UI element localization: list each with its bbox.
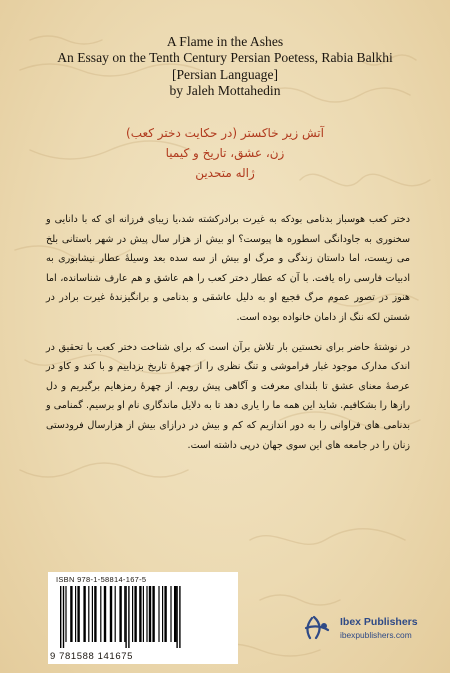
publisher-name: Ibex Publishers — [340, 616, 418, 628]
barcode-bars — [60, 586, 226, 648]
barcode-digits: 9 781588 141675 — [50, 651, 133, 662]
barcode-bar — [60, 586, 61, 648]
barcode-bar — [132, 586, 133, 642]
barcode-bar — [115, 586, 116, 642]
publisher-url: ibexpublishers.com — [340, 630, 412, 640]
barcode-bar — [83, 586, 85, 642]
persian-subtitle: زن، عشق، تاریخ و کیمیا — [165, 146, 285, 160]
barcode-bar — [94, 586, 96, 642]
english-title: A Flame in the Ashes — [166, 34, 284, 49]
barcode-bar — [92, 586, 93, 642]
barcode-bar — [139, 586, 141, 642]
persian-title-block — [30, 123, 420, 183]
blurb-paragraph-1: دختر کعب هوسباز بدنامی بودکه به غیرت برادرکشته شد،یا زیبای فرزانه ای که با دانایی و سخنوری به جاودانگی اسطوره ها پیوست؟ او بیش از هزار سال پیش در شهر باستانی بلخ می زیست، اما داستان زندگی و مرگ او بیش از سه سده بعد وسیلهٔ عطار نیشابوری به ادبیات فارسی راه یافت. با آن که عطار دختر کعب را هم عاشق و هم عارف شناسانده، اما هنوز در تصور عموم مرگ فجیع او به دلیل عاشقی و بدنامی و برانگیزندهٔ غیرت برادر در شستن لکه ننگ از دامان خانواده بوده است. — [46, 214, 410, 323]
barcode-bar — [179, 586, 180, 648]
barcode-bar — [170, 586, 171, 642]
persian-blurb — [46, 210, 410, 465]
ibex-icon — [300, 614, 336, 642]
barcode-bar — [162, 586, 163, 642]
persian-author: ژاله متحدین — [195, 166, 255, 180]
barcode-bar — [176, 586, 177, 648]
barcode-bar — [65, 586, 66, 642]
barcode-bar — [143, 586, 144, 642]
isbn-number: ISBN 978-1-58814-167-5 — [56, 575, 147, 584]
barcode-bar — [149, 586, 151, 642]
barcode-bar — [119, 586, 121, 642]
persian-title: آتش زیر خاکستر (در حکایت دختر کعب) — [126, 126, 324, 140]
english-subtitle: An Essay on the Tenth Century Persian Poetess, Rabia Balkhi — [57, 50, 393, 66]
barcode-bar — [88, 586, 89, 642]
barcode-bar — [158, 586, 159, 642]
barcode-bar — [104, 586, 106, 642]
barcode-bar — [128, 586, 129, 648]
barcode-bar — [152, 586, 154, 642]
barcode-bar — [164, 586, 166, 642]
barcode-bar — [75, 586, 76, 642]
barcode-bar — [63, 586, 64, 648]
barcode-bar — [70, 586, 72, 642]
barcode-bar — [110, 586, 112, 642]
barcode-bar — [134, 586, 136, 642]
english-title-block — [20, 34, 430, 100]
barcode-bar — [174, 586, 176, 642]
english-author: by Jaleh Mottahedin — [169, 83, 281, 99]
barcode-bar — [124, 586, 125, 642]
barcode-bar — [146, 586, 147, 642]
barcode-bar — [125, 586, 126, 648]
blurb-paragraph-2: در نوشتهٔ حاضر برای نخستین بار تلاش برآن است که برای شناخت دختر کعب با تحقیق در اندک مدارک موجود غبار فراموشی و تنگ نظری را از چهرهٔ تاریخ بزداییم و با کند و کاو در عرصهٔ معنای عشق تا بلندای معرفت و آگاهی پیش رویم. از چهرهٔ رمزهایم برگیریم و دل رازها را بشکافیم. شاید این همه ما را یاری دهد تا به دلایل ماندگاری نام او برسیم. گمنامی و بدنامی های فراوانی را به دور اندازیم که کم و بیش در درازای بیش از هزارسال فرودستی زنان را در جامعه های این سوی جهان درپی داشته است. — [46, 341, 410, 451]
publisher-logo — [300, 612, 418, 652]
barcode-bar — [100, 586, 101, 642]
barcode-bar — [77, 586, 79, 642]
isbn-barcode — [48, 572, 238, 664]
english-language-note: [Persian Language] — [171, 66, 279, 82]
